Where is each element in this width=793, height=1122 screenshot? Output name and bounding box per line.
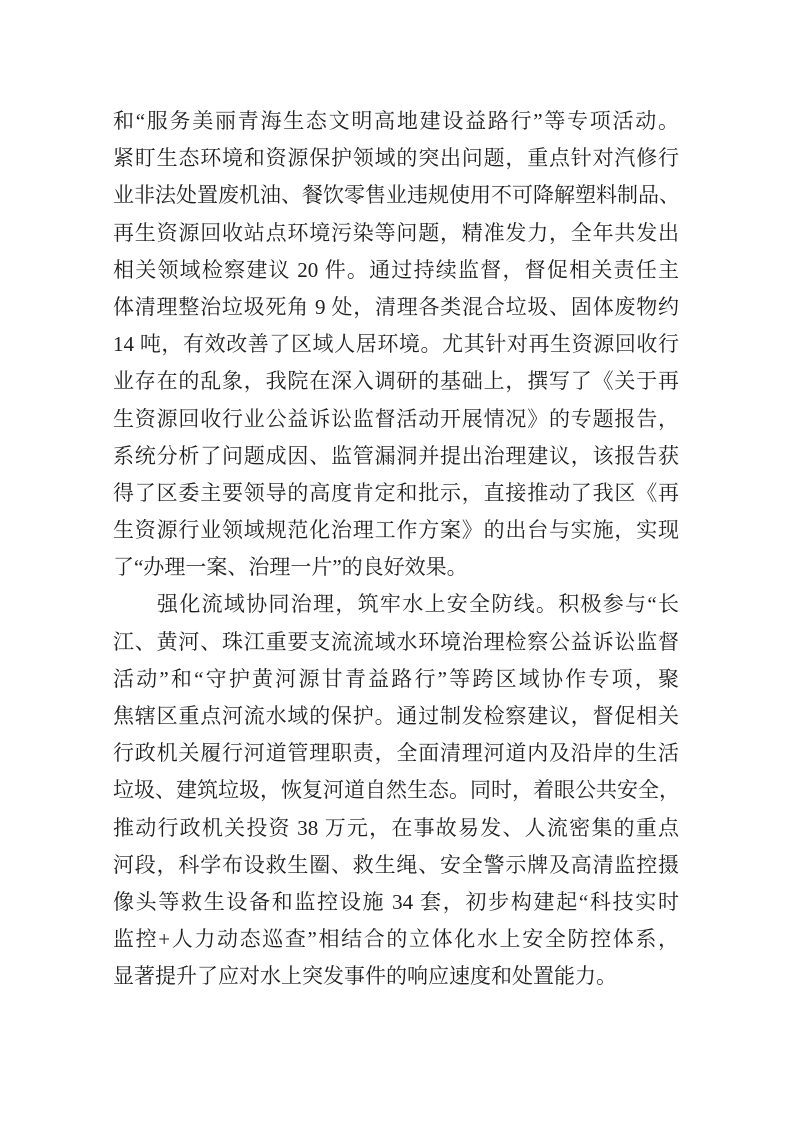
text-line: 再生资源回收站点环境污染等问题，精准发力，全年共发出 [113,220,679,245]
text-line: 河段，科学布设救生圈、救生绳、安全警示牌及高清监控摄 [113,852,679,877]
text-line: 江、黄河、珠江重要支流流域水环境治理检察公益诉讼监督 [113,629,679,654]
text-line: 监控+人力动态巡查”相结合的立体化水上安全防控体系， [113,927,679,952]
text-line: 相关领域检察建议 20 件。通过持续监督，督促相关责任主 [113,257,679,282]
text-line: 14 吨，有效改善了区域人居环境。尤其针对再生资源回收行 [113,332,679,357]
text-line: 生资源回收行业公益诉讼监督活动开展情况》的专题报告， [113,406,679,431]
text-line: 活动”和“守护黄河源甘青益路行”等跨区域协作专项，聚 [113,666,679,691]
text-line: 了“办理一案、治理一片”的良好效果。 [113,555,468,580]
text-line: 焦辖区重点河流水域的保护。通过制发检察建议，督促相关 [113,704,679,728]
text-line: 像头等救生设备和监控设施 34 套，初步构建起“科技实时 [113,889,679,914]
document-text-block [113,103,679,996]
text-line: 得了区委主要领导的高度肯定和批示，直接推动了我区《再 [113,480,679,505]
text-line: 和“服务美丽青海生态文明高地建设益路行”等专项活动。 [113,109,679,133]
text-line: 强化流域协同治理，筑牢水上安全防线。积极参与“长 [157,592,679,617]
text-line: 垃圾、建筑垃圾，恢复河道自然生态。同时，着眼公共安全， [113,778,680,803]
text-line: 业非法处置废机油、餐饮零售业违规使用不可降解塑料制品、 [113,183,680,208]
text-line: 紧盯生态环境和资源保护领域的突出问题，重点针对汽修行 [113,146,679,171]
text-line: 业存在的乱象，我院在深入调研的基础上，撰写了《关于再 [113,369,679,394]
text-line: 行政机关履行河道管理职责，全面清理河道内及沿岸的生活 [113,741,679,766]
text-line: 显著提升了应对水上突发事件的响应速度和处置能力。 [113,964,617,989]
text-line: 生资源行业领域规范化治理工作方案》的出台与实施，实现 [113,518,679,543]
text-line: 推动行政机关投资 38 万元，在事故易发、人流密集的重点 [113,815,679,840]
text-line: 体清理整治垃圾死角 9 处，清理各类混合垃圾、固体废物约 [113,294,679,319]
text-line: 系统分析了问题成因、监管漏洞并提出治理建议，该报告获 [113,443,679,468]
